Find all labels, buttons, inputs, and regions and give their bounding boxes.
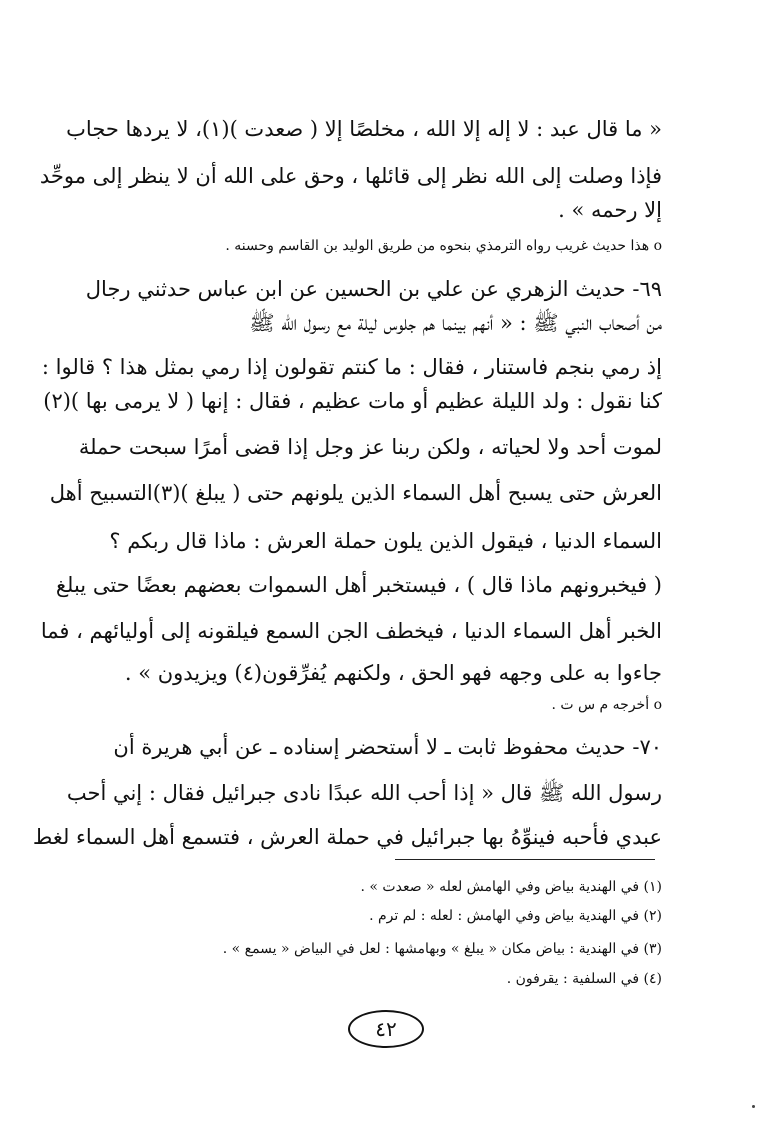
- body-line: من أصحاب النبي ﷺ : « أنهم بينما هم جلوس ليلة مع رسول الله ﷺ: [249, 311, 662, 335]
- body-line: إلا رحمه » .: [558, 198, 662, 222]
- hadith-note: o هذا حديث غريب رواه الترمذي بنحوه من طريق الوليد بن القاسم وحسنه .: [225, 238, 662, 254]
- body-line: « ما قال عبد : لا إله إلا الله ، مخلصًا إلا ( صعدت )(١)، لا يردها حجاب: [66, 117, 662, 141]
- page-number: ٤٢: [348, 1010, 424, 1048]
- body-line: جاءوا به على وجهه فهو الحق ، ولكنهم يُفرِّقون(٤) ويزيدون » .: [124, 661, 662, 685]
- scan-speck: [752, 1105, 755, 1108]
- footnote: (٤) في السلفية : يقرفون .: [506, 971, 662, 987]
- body-line: العرش حتى يسبح أهل السماء الذين يلونهم حتى ( يبلغ )(٣)التسبيح أهل: [49, 481, 662, 505]
- body-line: ( فيخبرونهم ماذا قال ) ، فيستخبر أهل السموات بعضهم بعضًا حتى يبلغ: [55, 573, 662, 597]
- footnote-divider: [395, 859, 655, 860]
- footnote: (٣) في الهندية : بياض مكان « يبلغ » وبهامشها : لعل في البياض « يسمع » .: [222, 941, 662, 957]
- body-line: لموت أحد ولا لحياته ، ولكن ربنا عز وجل إذا قضى أمرًا سبحت حملة: [78, 435, 662, 459]
- body-line: ٦٩- حديث الزهري عن علي بن الحسين عن ابن عباس حدثني رجال: [85, 277, 662, 301]
- footnote: (١) في الهندية بياض وفي الهامش لعله « صعدت » .: [360, 879, 662, 895]
- body-line: كنا نقول : ولد الليلة عظيم أو مات عظيم ، فقال : إنها ( لا يرمى بها )(٢): [43, 389, 662, 413]
- body-line: رسول الله ﷺ قال « إذا أحب الله عبدًا نادى جبرائيل فقال : إني أحب: [66, 781, 662, 805]
- body-line: الخبر أهل السماء الدنيا ، فيخطف الجن السمع فيلقونه إلى أوليائهم ، فما: [40, 619, 662, 643]
- body-line: السماء الدنيا ، فيقول الذين يلون حملة العرش : ماذا قال ربكم ؟: [109, 529, 662, 553]
- takhrij-note: o أخرجه م س ت .: [551, 697, 662, 713]
- body-line: فإذا وصلت إلى الله نظر إلى قائلها ، وحق على الله أن لا ينظر إلى موحِّد: [39, 164, 662, 188]
- body-line: ٧٠- حديث محفوظ ثابت ـ لا أستحضر إسناده ـ عن أبي هريرة أن: [113, 735, 662, 759]
- body-line: عبدي فأحبه فينوِّهُ بها جبرائيل في حملة العرش ، فتسمع أهل السماء لغط: [32, 825, 662, 849]
- footnote: (٢) في الهندية بياض وفي الهامش : لعله : لم ترم .: [369, 908, 662, 924]
- body-line: إذ رمي بنجم فاستنار ، فقال : ما كنتم تقولون إذا رمي بمثل هذا ؟ قالوا :: [41, 355, 662, 379]
